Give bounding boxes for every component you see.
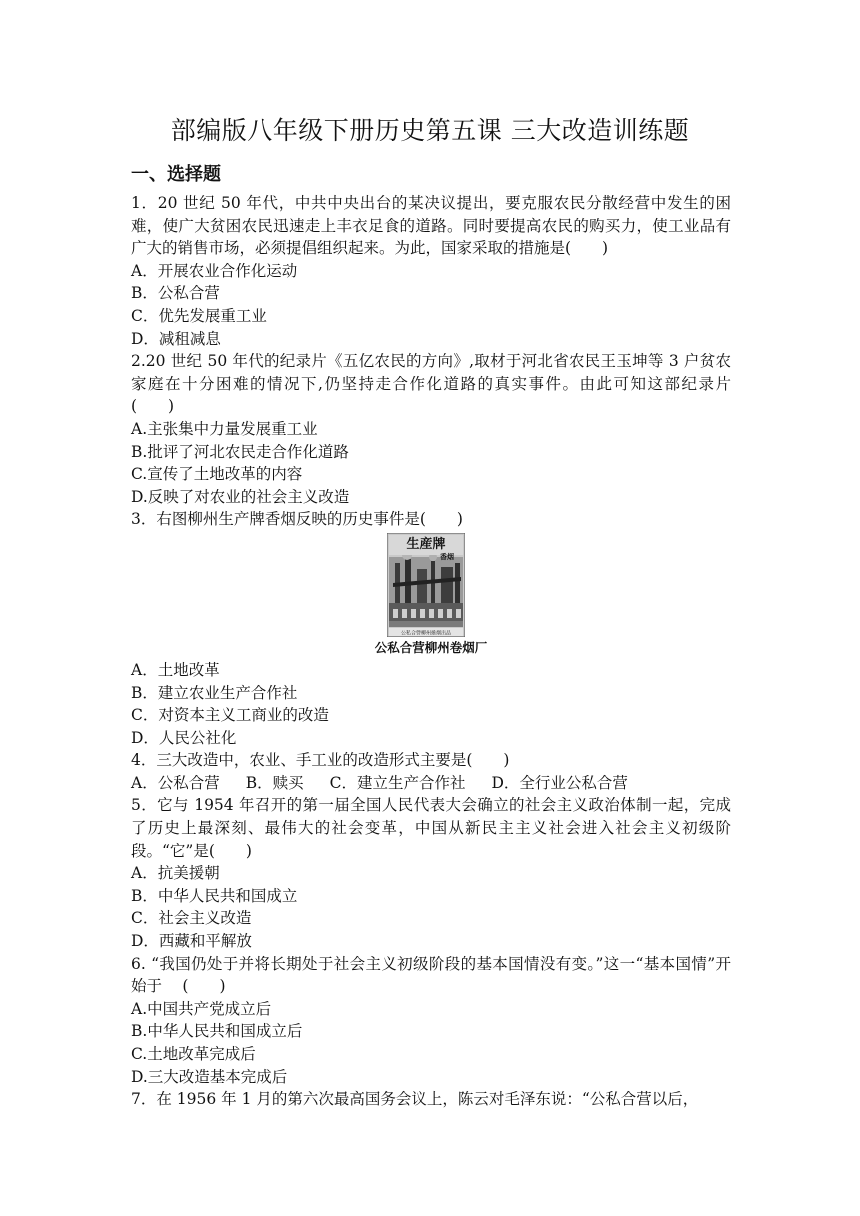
question-1-option-b: B．公私合营 xyxy=(131,284,220,303)
question-3-option-a: A．土地改革 xyxy=(131,660,220,679)
question-2-option-d: D.反映了对农业的社会主义改造 xyxy=(131,487,350,506)
question-5-option-c: C．社会主义改造 xyxy=(131,909,252,928)
question-1-option-a: A．开展农业合作化运动 xyxy=(131,261,298,280)
question-4-option-c: C．建立生产合作社 xyxy=(329,773,466,792)
page-title: 部编版八年级下册历史第五课 三大改造训练题 xyxy=(170,116,690,145)
question-4-options xyxy=(131,772,731,795)
question-1-stem: 1．20 世纪 50 年代，中共中央出台的某决议提出，要克服农民分散经营中发生的困难，使广大贫困农民迅速走上丰衣足食的道路。同时要提高农民的购买力，使工业品有广大的销售市场，必须提倡组织起来。为此，国家采取的措施是( ) xyxy=(131,194,731,258)
question-3-option-c: C．对资本主义工商业的改造 xyxy=(131,706,329,725)
poster-subtitle: 香烟 xyxy=(440,552,454,561)
question-4-option-a: A．公私合营 xyxy=(131,773,220,792)
question-1-option-c: C．优先发展重工业 xyxy=(131,306,267,325)
question-2-option-a: A.主张集中力量发展重工业 xyxy=(131,419,318,438)
poster-footer: 公私合營柳州捲烟出品 xyxy=(400,630,452,637)
question-2-stem: 2.20 世纪 50 年代的纪录片《五亿农民的方向》,取材于河北省农民王玉坤等 3 户贫农家庭在十分困难的情况下,仍坚持走合作化道路的真实事件。由此可知这部纪录片 ( ) xyxy=(131,352,747,416)
question-7-stem: 7．在 1956 年 1 月的第六次最高国务会议上，陈云对毛泽东说：“公私合营以后， xyxy=(131,1090,699,1109)
question-6-option-d: D.三大改造基本完成后 xyxy=(131,1067,288,1086)
figure-caption: 公私合营柳州卷烟厂 xyxy=(374,639,488,655)
question-3-stem: 3．右图柳州生产牌香烟反映的历史事件是( ) xyxy=(131,510,463,529)
question-2-option-c: C.宣传了土地改革的内容 xyxy=(131,465,303,484)
question-4-option-b: B．赎买 xyxy=(245,773,304,792)
question-2-option-b: B.批评了河北农民走合作化道路 xyxy=(131,442,349,461)
cigarette-poster-image xyxy=(387,533,465,637)
question-6-option-c: C.土地改革完成后 xyxy=(131,1045,256,1063)
section-heading: 一、选择题 xyxy=(131,164,221,185)
question-6-option-a: A.中国共产党成立后 xyxy=(131,999,272,1018)
question-5-option-a: A．抗美援朝 xyxy=(131,864,220,883)
question-4-option-d: D．全行业公私合营 xyxy=(491,773,628,792)
question-3-option-d: D．人民公社化 xyxy=(131,728,237,747)
question-list xyxy=(131,192,747,1111)
cigarette-poster-figure xyxy=(131,533,731,657)
question-3-option-b: B．建立农业生产合作社 xyxy=(131,683,298,702)
question-6-option-b: B.中华人民共和国成立后 xyxy=(131,1022,303,1041)
question-5-stem: 5．它与 1954 年召开的第一届全国人民代表大会确立的社会主义政治体制一起，完成了历史上最深刻、最伟大的社会变革，中国从新民主主义社会进入社会主义初级阶段。“它”是( ) xyxy=(131,796,731,860)
question-5-option-b: B．中华人民共和国成立 xyxy=(131,886,298,905)
poster-brand: 生産牌 xyxy=(406,536,446,552)
question-5-option-d: D．西藏和平解放 xyxy=(131,932,252,951)
question-1-option-d: D．减租减息 xyxy=(131,329,221,348)
question-4-stem: 4．三大改造中，农业、手工业的改造形式主要是( ) xyxy=(131,751,510,770)
question-6-stem: 6. “我国仍处于并将长期处于社会主义初级阶段的基本国情没有变。”这一“基本国情”开始于 ( ) xyxy=(131,954,731,996)
